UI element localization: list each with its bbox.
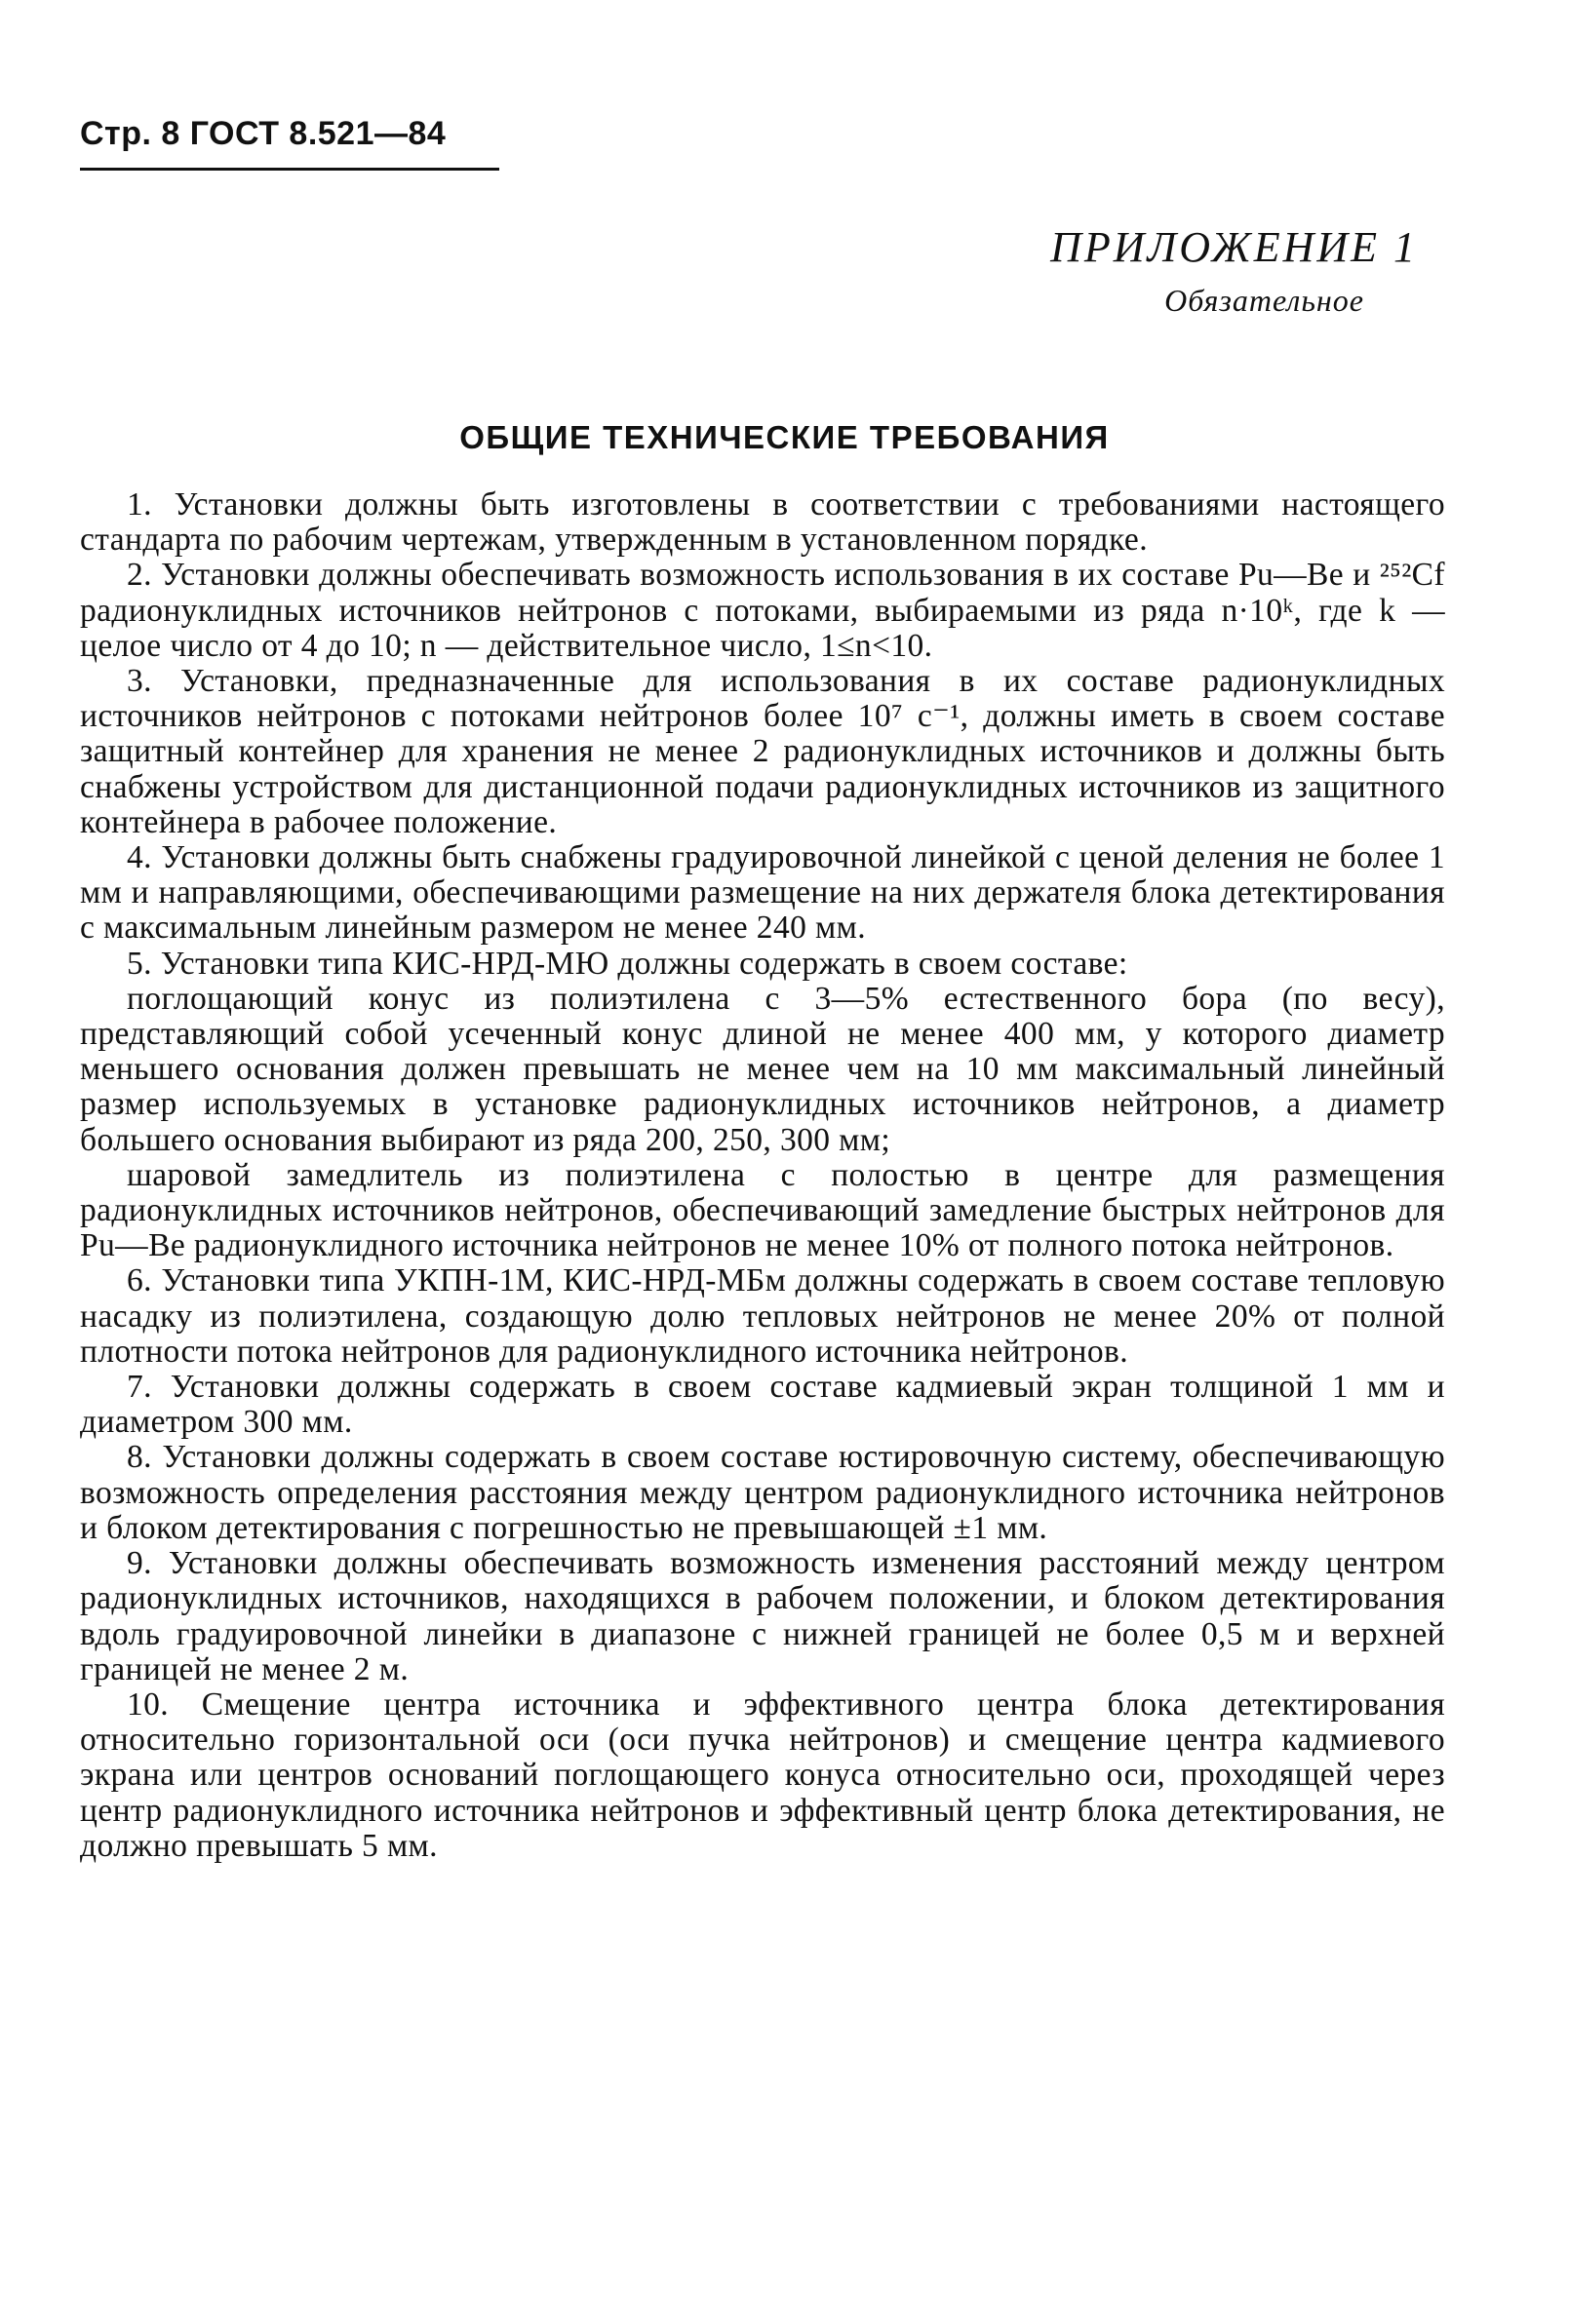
requirements-list xyxy=(80,487,1445,1864)
requirement-paragraph: 8. Установки должны содержать в своем составе юстировочную систему, обеспечивающую возможность определения расстояния между центром радионуклидного источника нейтронов и блоком детектирования с погрешностью не превышающей ±1 мм. xyxy=(80,1439,1445,1546)
running-header: Стр. 8 ГОСТ 8.521—84 xyxy=(80,115,447,152)
appendix-title: ПРИЛОЖЕНИЕ 1 xyxy=(1050,223,1418,271)
requirement-paragraph: 6. Установки типа УКПН-1М, КИС-НРД-МБм должны содержать в своем составе тепловую насадку из полиэтилена, создающую долю тепловых нейтронов не менее 20% от полной плотности потока нейтронов для радионуклидного источника нейтронов. xyxy=(80,1262,1445,1370)
section-title: ОБЩИЕ ТЕХНИЧЕСКИЕ ТРЕБОВАНИЯ xyxy=(459,419,1110,455)
appendix-status: Обязательное xyxy=(1164,283,1364,318)
requirement-paragraph: 1. Установки должны быть изготовлены в соответствии с требованиями настоящего стандарта по рабочим чертежам, утвержденным в установленном порядке. xyxy=(80,486,1445,559)
requirement-paragraph: 10. Смещение центра источника и эффективного центра блока детектирования относительно горизонтальной оси (оси пучка нейтронов) и смещение центра кадмиевого экрана или центров оснований поглощающего конуса относительно оси, проходящей через центр радионуклидного источника нейтронов и эффективный центр блока детектирования, не должно превышать 5 мм. xyxy=(80,1685,1445,1864)
requirement-paragraph: 7. Установки должны содержать в своем составе кадмиевый экран толщиной 1 мм и диаметром 300 мм. xyxy=(80,1369,1445,1441)
requirement-paragraph: 9. Установки должны обеспечивать возможность изменения расстояний между центром радионуклидных источников, находящихся в рабочем положении, и блоком детектирования вдоль градуировочной линейки в диапазоне с нижней границей не более 0,5 м и верхней границей не менее 2 м. xyxy=(80,1545,1445,1687)
header-rule xyxy=(80,168,499,171)
requirement-subitem: шаровой замедлитель из полиэтилена с полостью в центре для размещения радионуклидных источников нейтронов, обеспечивающий замедление быстрых нейтронов для Pu—Be радионуклидного источника нейтронов не менее 10% от полного потока нейтронов. xyxy=(80,1156,1445,1264)
requirement-paragraph: 5. Установки типа КИС-НРД-МЮ должны содержать в своем составе: xyxy=(127,945,1128,982)
requirement-subitem: поглощающий конус из полиэтилена с 3—5% естественного бора (по весу), представляющий собой усеченный конус длиной не менее 400 мм, у которого диаметр меньшего основания должен превышать не менее чем на 10 мм максимальный линейный размер используемых в установке радионуклидных источников нейтронов, а диаметр большего основания выбирают из ряда 200, 250, 300 мм; xyxy=(80,980,1445,1158)
requirement-paragraph: 4. Установки должны быть снабжены градуировочной линейкой с ценой деления не более 1 мм и направляющими, обеспечивающими размещение на них держателя блока детектирования с максимальным линейным размером не менее 240 мм. xyxy=(80,839,1445,947)
requirement-paragraph: 2. Установки должны обеспечивать возможность использования в их составе Pu—Be и ²⁵²Cf радионуклидных источников нейтронов с потоками, выбираемыми из ряда n·10ᵏ, где k — целое число от 4 до 10; n — действительное число, 1≤n<10. xyxy=(80,557,1445,664)
requirement-paragraph: 3. Установки, предназначенные для использования в их составе радионуклидных источников нейтронов с потоками нейтронов более 10⁷ с⁻¹, должны иметь в своем составе защитный контейнер для хранения не менее 2 радионуклидных источников и должны быть снабжены устройством для дистанционной подачи радионуклидных источников из защитного контейнера в рабочее положение. xyxy=(80,663,1445,840)
